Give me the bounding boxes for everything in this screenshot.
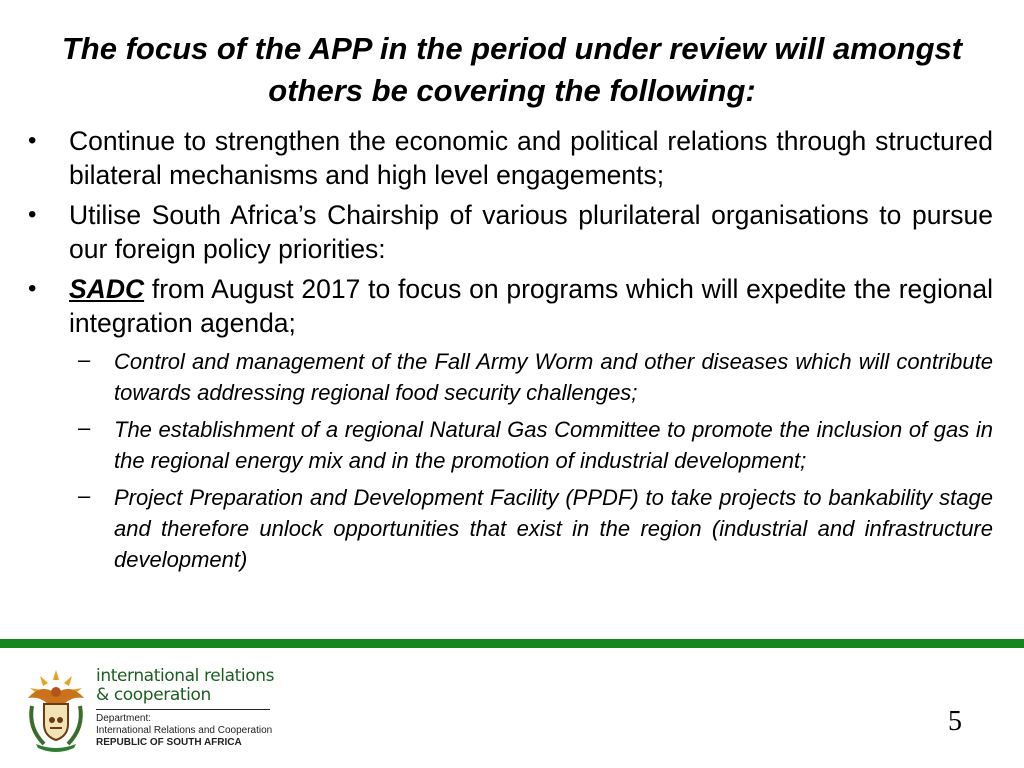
bullet-text: Utilise South Africa’s Chairship of various plurilateral organisations to pursue our foreign policy priorities: [69,200,993,264]
sub-bullet-item [78,414,993,476]
sub-bullet-text: Control and management of the Fall Army Worm and other diseases which will contribute towards addressing regional food security challenges; [114,349,993,405]
dept-label: Department: [96,713,152,724]
bullet-item-sadc [28,272,993,340]
footer-divider-bar [0,639,1024,648]
brand-line-2: & cooperation [96,685,211,705]
sub-bullet-text: The establishment of a regional Natural Gas Committee to promote the inclusion of gas in the regional energy mix and in the promotion of industrial development; [114,417,993,473]
brand-rule [96,709,270,710]
bullet-item [28,198,993,266]
bullet-list [28,124,993,581]
bullet-icon: • [28,275,37,302]
coat-of-arms-icon [22,668,90,752]
page-number: 5 [948,706,962,737]
dash-icon: – [78,415,91,440]
sub-bullet-text: Project Preparation and Development Facility (PPDF) to take projects to bankability stage and therefore unlock opportunities that exist in the region (industrial and infrastructure development) [114,485,993,572]
bullet-text: Continue to strengthen the economic and political relations through structured bilateral mechanisms and high level engagements; [69,126,993,190]
bullet-icon: • [28,201,37,228]
bullet-icon: • [28,127,37,154]
dept-name: International Relations and Cooperation [96,725,273,736]
dash-icon: – [78,483,91,508]
slide-title: The focus of the APP in the period under review will amongst others be covering the following: [61,31,963,108]
sub-bullet-item [78,346,993,408]
sub-bullet-item [78,482,993,575]
brand-line-1: international relations [96,666,275,686]
sub-bullet-list [28,346,993,575]
bullet-text: from August 2017 to focus on programs which will expedite the regional integration agenda; [69,274,993,338]
brand-block [96,667,286,749]
bullet-item [28,124,993,192]
dash-icon: – [78,347,91,372]
country-name: REPUBLIC OF SOUTH AFRICA [96,737,242,748]
bullet-lead-sadc: SADC [69,274,145,304]
